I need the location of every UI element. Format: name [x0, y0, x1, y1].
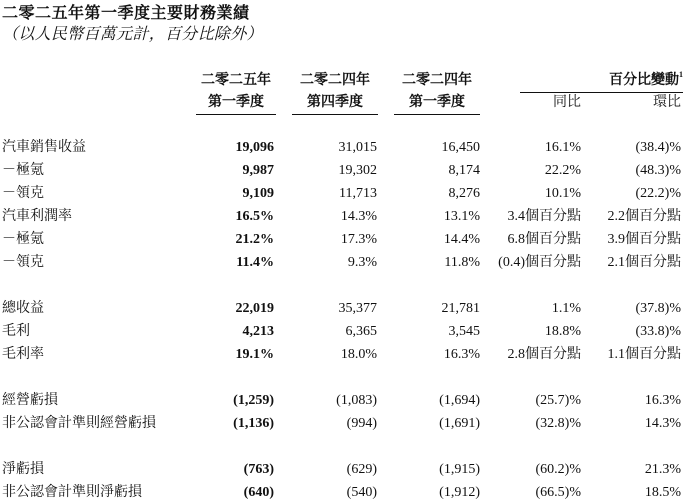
table-row-vehicle-margin [0, 205, 685, 228]
header-q4-2024 [292, 70, 378, 115]
row-label: 經營虧損 [2, 393, 58, 408]
cell-yoy-change: (66.5)% [535, 485, 581, 500]
cell-yoy-change: 22.2% [544, 163, 581, 178]
table-row-total-revenue [0, 297, 685, 320]
header-q1-2024-quarter: 第一季度 [394, 92, 480, 115]
cell-q1-2025: (1,259) [233, 393, 274, 408]
cell-qoq-change: (22.2)% [635, 186, 681, 201]
cell-q1-2024: 14.4% [443, 232, 480, 247]
table-row-vehicle-sales-zeekr [0, 159, 685, 182]
cell-q1-2025: (763) [243, 462, 274, 477]
cell-qoq-change: (48.3)% [635, 163, 681, 178]
cell-q1-2025: 9,987 [242, 163, 274, 178]
table-row-net-loss [0, 458, 685, 481]
table-row-operating-loss [0, 389, 685, 412]
cell-q1-2025: 21.2% [235, 232, 274, 247]
cell-yoy-change: 16.1% [544, 140, 581, 155]
cell-q1-2025: 4,213 [242, 324, 274, 339]
cell-q4-2024: (1,083) [336, 393, 377, 408]
cell-qoq-change: 14.3% [644, 416, 681, 431]
cell-q1-2024: 3,545 [448, 324, 480, 339]
cell-q1-2025: 19.1% [235, 347, 274, 362]
cell-q1-2024: (1,691) [439, 416, 480, 431]
row-label: 非公認會計準則淨虧損 [2, 485, 142, 500]
cell-qoq-change: 18.5% [644, 485, 681, 500]
cell-qoq-change: 1.1個百分點 [607, 347, 681, 362]
cell-q4-2024: 18.0% [340, 347, 377, 362]
cell-yoy-change: (32.8)% [535, 416, 581, 431]
cell-q1-2024: 16.3% [443, 347, 480, 362]
cell-q4-2024: 6,365 [345, 324, 377, 339]
row-label: －領克 [2, 255, 44, 270]
cell-q1-2024: 11.8% [444, 255, 480, 270]
row-label: －極氪 [2, 232, 44, 247]
cell-q1-2024: 21,781 [441, 301, 480, 316]
report-title: 二零二五年第一季度主要財務業績 [2, 5, 250, 22]
header-q4-2024-year: 二零二四年 [300, 73, 370, 88]
table-row-vehicle-margin-zeekr [0, 228, 685, 251]
row-label: 淨虧損 [2, 462, 44, 477]
cell-q1-2024: 16,450 [441, 140, 480, 155]
row-label: 汽車銷售收益 [2, 140, 86, 155]
table-row-gross-profit [0, 320, 685, 343]
cell-q4-2024: 17.3% [340, 232, 377, 247]
cell-q1-2024: (1,915) [439, 462, 480, 477]
cell-q1-2025: 22,019 [235, 301, 274, 316]
cell-q4-2024: 19,302 [338, 163, 377, 178]
report-subtitle: （以人民幣百萬元計，百分比除外） [2, 26, 263, 43]
cell-q4-2024: 9.3% [347, 255, 377, 270]
cell-q1-2025: 19,096 [235, 140, 274, 155]
cell-q1-2024: 8,276 [448, 186, 480, 201]
cell-q4-2024: (540) [346, 485, 377, 500]
cell-yoy-change: 2.8個百分點 [507, 347, 581, 362]
header-yoy: 同比 [553, 95, 581, 110]
table-row-gross-margin [0, 343, 685, 366]
header-q1-2025-year: 二零二五年 [201, 73, 271, 88]
cell-yoy-change: 18.8% [544, 324, 581, 339]
footnote-marker: 1 [679, 70, 683, 79]
cell-q1-2024: 13.1% [443, 209, 480, 224]
cell-q1-2025: (1,136) [233, 416, 274, 431]
header-q1-2025 [196, 70, 276, 115]
cell-q4-2024: 14.3% [340, 209, 377, 224]
table-row-vehicle-sales-lynk [0, 182, 685, 205]
row-label: －極氪 [2, 163, 44, 178]
cell-qoq-change: (38.4)% [635, 140, 681, 155]
cell-q1-2024: (1,912) [439, 485, 480, 500]
header-qoq: 環比 [653, 95, 681, 110]
header-q4-2024-quarter: 第四季度 [292, 92, 378, 115]
cell-yoy-change: (0.4)個百分點 [498, 255, 581, 270]
cell-q1-2024: 8,174 [448, 163, 480, 178]
cell-yoy-change: (60.2)% [535, 462, 581, 477]
header-change-group [520, 70, 683, 93]
header-q1-2024 [394, 70, 480, 115]
row-label: 毛利率 [2, 347, 44, 362]
cell-yoy-change: 3.4個百分點 [507, 209, 581, 224]
cell-q1-2025: (640) [243, 485, 274, 500]
cell-qoq-change: 16.3% [644, 393, 681, 408]
cell-qoq-change: 2.2個百分點 [607, 209, 681, 224]
row-label: 非公認會計準則經營虧損 [2, 416, 156, 431]
header-q1-2024-year: 二零二四年 [402, 73, 472, 88]
table-row-non-gaap-operating-loss [0, 412, 685, 435]
header-q1-2025-quarter: 第一季度 [196, 92, 276, 115]
cell-yoy-change: 6.8個百分點 [507, 232, 581, 247]
table-row-vehicle-sales-revenue [0, 136, 685, 159]
cell-q1-2025: 11.4% [236, 255, 274, 270]
cell-qoq-change: 21.3% [644, 462, 681, 477]
row-label: 汽車利潤率 [2, 209, 72, 224]
cell-yoy-change: (25.7)% [535, 393, 581, 408]
cell-qoq-change: (33.8)% [635, 324, 681, 339]
row-label: 毛利 [2, 324, 30, 339]
cell-q1-2025: 9,109 [242, 186, 274, 201]
cell-qoq-change: 2.1個百分點 [607, 255, 681, 270]
cell-q4-2024: 35,377 [338, 301, 377, 316]
cell-qoq-change: (37.8)% [635, 301, 681, 316]
cell-q4-2024: 11,713 [339, 186, 377, 201]
row-label: 總收益 [2, 301, 44, 316]
cell-q1-2024: (1,694) [439, 393, 480, 408]
table-row-vehicle-margin-lynk [0, 251, 685, 274]
cell-q4-2024: (629) [346, 462, 377, 477]
row-label: －領克 [2, 186, 44, 201]
cell-q4-2024: 31,015 [338, 140, 377, 155]
cell-qoq-change: 3.9個百分點 [607, 232, 681, 247]
cell-q1-2025: 16.5% [235, 209, 274, 224]
cell-yoy-change: 1.1% [551, 301, 581, 316]
header-change-label: 百分比變動 [609, 73, 679, 88]
cell-yoy-change: 10.1% [544, 186, 581, 201]
cell-q4-2024: (994) [346, 416, 377, 431]
